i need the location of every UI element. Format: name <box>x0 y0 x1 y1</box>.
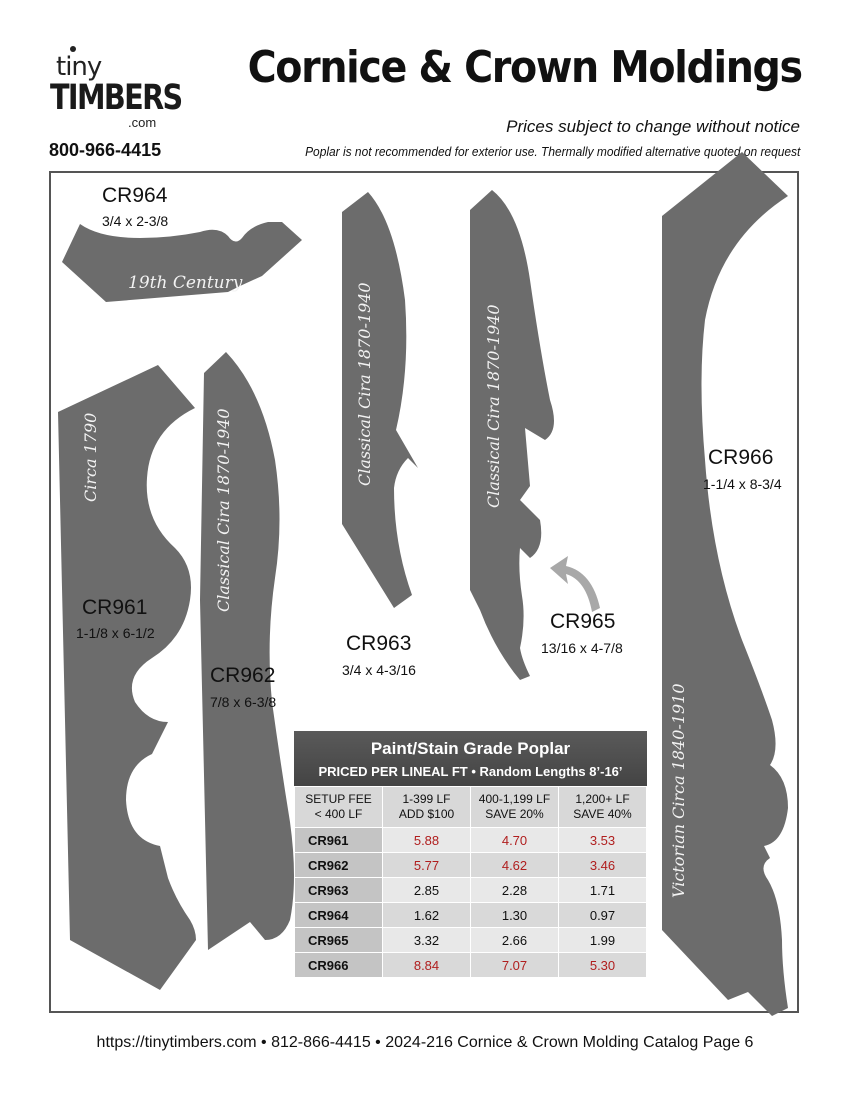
column-header: 400-1,199 LF SAVE 20% <box>471 787 559 828</box>
model-cell: CR964 <box>295 903 383 928</box>
cr965-profile-shape <box>470 190 554 680</box>
price-cell: 1.71 <box>559 878 647 903</box>
price-table-header <box>294 731 647 786</box>
cr966-code: CR966 <box>708 446 774 469</box>
price-cell: 5.88 <box>383 828 471 853</box>
price-cell: 1.99 <box>559 928 647 953</box>
cr966-size: 1-1/4 x 8-3/4 <box>703 476 782 492</box>
logo-timbers-text: TIMBERS <box>50 78 182 118</box>
model-cell: CR963 <box>295 878 383 903</box>
cr963-size: 3/4 x 4-3/16 <box>342 662 416 678</box>
price-cell: 4.70 <box>471 828 559 853</box>
price-grid <box>294 786 647 978</box>
table-row <box>295 953 647 978</box>
cr964-era-label: 19th Century <box>128 273 243 293</box>
logo-tiny-text: tiny <box>56 52 102 82</box>
cr966-era-label: Victorian Circa 1840-1910 <box>669 683 688 898</box>
price-cell: 2.28 <box>471 878 559 903</box>
cr965-code: CR965 <box>550 610 616 633</box>
column-header: 1,200+ LF SAVE 40% <box>559 787 647 828</box>
cr963-profile-shape <box>342 192 418 608</box>
table-row <box>295 903 647 928</box>
cr963-era-label: Classical Cira 1870-1940 <box>355 282 374 486</box>
cr961-profile-shape <box>58 365 196 990</box>
column-header: SETUP FEE < 400 LF <box>295 787 383 828</box>
cr965-era-label: Classical Cira 1870-1940 <box>484 304 503 508</box>
cr962-size: 7/8 x 6-3/8 <box>210 694 277 710</box>
price-cell: 3.53 <box>559 828 647 853</box>
cr962-code: CR962 <box>210 664 276 687</box>
table-row <box>295 878 647 903</box>
cr964-size: 3/4 x 2-3/8 <box>102 213 169 229</box>
column-header: 1-399 LF ADD $100 <box>383 787 471 828</box>
price-table-subtitle: PRICED PER LINEAL FT • Random Lengths 8’-16’ <box>318 764 623 779</box>
price-table <box>294 731 647 978</box>
page-subtitle: Prices subject to change without notice <box>506 117 800 136</box>
cr961-era-label: Circa 1790 <box>81 412 100 502</box>
model-cell: CR966 <box>295 953 383 978</box>
price-cell: 1.30 <box>471 903 559 928</box>
page-footer[interactable]: https://tinytimbers.com • 812-866-4415 • 2024-216 Cornice & Crown Molding Catalog Page 6 <box>96 1034 754 1051</box>
price-cell: 2.85 <box>383 878 471 903</box>
table-row <box>295 853 647 878</box>
table-row <box>295 828 647 853</box>
cr961-code: CR961 <box>82 596 148 619</box>
cr965-size: 13/16 x 4-7/8 <box>541 640 623 656</box>
price-cell: 3.46 <box>559 853 647 878</box>
model-cell: CR965 <box>295 928 383 953</box>
price-cell: 3.32 <box>383 928 471 953</box>
price-header-row <box>295 787 647 828</box>
price-cell: 5.30 <box>559 953 647 978</box>
price-cell: 5.77 <box>383 853 471 878</box>
table-row <box>295 928 647 953</box>
cr961-size: 1-1/8 x 6-1/2 <box>76 625 155 641</box>
cr964-code: CR964 <box>102 184 168 207</box>
page-title: Cornice & Crown Moldings <box>247 42 802 93</box>
price-cell: 4.62 <box>471 853 559 878</box>
phone-number[interactable]: 800-966-4415 <box>49 140 162 160</box>
model-cell: CR961 <box>295 828 383 853</box>
poplar-note: Poplar is not recommended for exterior use. Thermally modified alternative quoted on request <box>304 144 800 159</box>
price-table-title: Paint/Stain Grade Poplar <box>370 739 571 758</box>
price-cell: 2.66 <box>471 928 559 953</box>
price-cell: 0.97 <box>559 903 647 928</box>
price-cell: 8.84 <box>383 953 471 978</box>
logo-dotcom-text: .com <box>128 115 157 130</box>
price-cell: 7.07 <box>471 953 559 978</box>
cr965-arrow-icon <box>550 556 600 612</box>
cr962-era-label: Classical Cira 1870-1940 <box>214 408 233 612</box>
model-cell: CR962 <box>295 853 383 878</box>
price-cell: 1.62 <box>383 903 471 928</box>
cr963-code: CR963 <box>346 632 412 655</box>
